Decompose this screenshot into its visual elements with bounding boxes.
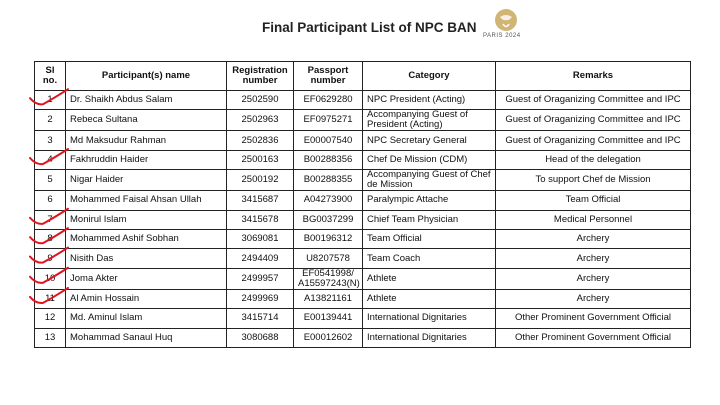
table-header-row [35, 62, 691, 91]
cell-registration-number: 2502836 [227, 131, 294, 150]
cell-remarks: To support Chef de Mission [496, 170, 691, 191]
cell-participant-name: Nigar Haider [66, 170, 227, 191]
table-row [35, 229, 691, 248]
cell-category: Team Official [363, 229, 496, 248]
header-participant-name: Participant(s) name [66, 62, 227, 91]
cell-participant-name: Md Maksudur Rahman [66, 131, 227, 150]
table-row [35, 268, 691, 289]
cell-sl-no: 1 [35, 91, 66, 110]
cell-remarks: Medical Personnel [496, 210, 691, 229]
cell-passport-number: E00007540 [294, 131, 363, 150]
cell-participant-name: Mohammed Faisal Ahsan Ullah [66, 191, 227, 210]
table-row [35, 191, 691, 210]
cell-passport-number: B00288355 [294, 170, 363, 191]
table-row [35, 289, 691, 308]
cell-remarks: Head of the delegation [496, 150, 691, 169]
cell-sl-no: 5 [35, 170, 66, 191]
cell-passport-number: A13821161 [294, 289, 363, 308]
cell-participant-name: Rebeca Sultana [66, 110, 227, 131]
cell-sl-no: 7 [35, 210, 66, 229]
cell-registration-number: 2500163 [227, 150, 294, 169]
cell-participant-name: Dr. Shaikh Abdus Salam [66, 91, 227, 110]
cell-remarks: Team Official [496, 191, 691, 210]
cell-passport-number: B00288356 [294, 150, 363, 169]
cell-remarks: Archery [496, 268, 691, 289]
cell-category: Team Coach [363, 249, 496, 268]
cell-category: Chef De Mission (CDM) [363, 150, 496, 169]
cell-passport-number: EF0541998/ A15597243(N) [294, 268, 363, 289]
cell-sl-no: 6 [35, 191, 66, 210]
cell-remarks: Archery [496, 249, 691, 268]
header-sl-no: Sl no. [35, 62, 66, 91]
header-category: Category [363, 62, 496, 91]
cell-category: Chief Team Physician [363, 210, 496, 229]
cell-registration-number: 2500192 [227, 170, 294, 191]
cell-category: International Dignitaries [363, 309, 496, 328]
cell-registration-number: 3415678 [227, 210, 294, 229]
cell-category: Accompanying Guest of President (Acting) [363, 110, 496, 131]
cell-passport-number: U8207578 [294, 249, 363, 268]
cell-category: Accompanying Guest of Chef de Mission [363, 170, 496, 191]
participant-table [34, 61, 691, 348]
cell-registration-number: 2502963 [227, 110, 294, 131]
cell-sl-no: 2 [35, 110, 66, 131]
cell-passport-number: EF0975271 [294, 110, 363, 131]
cell-remarks: Other Prominent Government Official [496, 309, 691, 328]
cell-sl-no: 8 [35, 229, 66, 248]
cell-registration-number: 2494409 [227, 249, 294, 268]
cell-registration-number: 3415714 [227, 309, 294, 328]
cell-category: NPC Secretary General [363, 131, 496, 150]
table-row [35, 110, 691, 131]
header-registration-number: Registration number [227, 62, 294, 91]
cell-remarks: Guest of Oraganizing Committee and IPC [496, 91, 691, 110]
cell-passport-number: BG0037299 [294, 210, 363, 229]
cell-passport-number: E00139441 [294, 309, 363, 328]
cell-registration-number: 3080688 [227, 328, 294, 347]
cell-sl-no: 12 [35, 309, 66, 328]
logo-text: PARIS 2024 [483, 33, 521, 39]
cell-participant-name: Joma Akter [66, 268, 227, 289]
table-row [35, 131, 691, 150]
cell-sl-no: 9 [35, 249, 66, 268]
cell-registration-number: 2499957 [227, 268, 294, 289]
header-passport-number: Passport number [294, 62, 363, 91]
cell-passport-number: A04273900 [294, 191, 363, 210]
cell-participant-name: Al Amin Hossain [66, 289, 227, 308]
cell-registration-number: 3069081 [227, 229, 294, 248]
cell-registration-number: 2502590 [227, 91, 294, 110]
header-remarks: Remarks [496, 62, 691, 91]
cell-category: International Dignitaries [363, 328, 496, 347]
cell-category: NPC President (Acting) [363, 91, 496, 110]
table-row [35, 150, 691, 169]
cell-sl-no: 10 [35, 268, 66, 289]
cell-participant-name: Monirul Islam [66, 210, 227, 229]
cell-remarks: Guest of Oraganizing Committee and IPC [496, 110, 691, 131]
cell-category: Athlete [363, 289, 496, 308]
cell-remarks: Archery [496, 289, 691, 308]
cell-remarks: Other Prominent Government Official [496, 328, 691, 347]
cell-participant-name: Md. Aminul Islam [66, 309, 227, 328]
cell-sl-no: 13 [35, 328, 66, 347]
paris-2024-logo-icon [478, 7, 534, 47]
cell-registration-number: 2499969 [227, 289, 294, 308]
table-row [35, 249, 691, 268]
cell-participant-name: Fakhruddin Haider [66, 150, 227, 169]
cell-sl-no: 11 [35, 289, 66, 308]
cell-sl-no: 4 [35, 150, 66, 169]
cell-passport-number: E00012602 [294, 328, 363, 347]
cell-participant-name: Mohammad Sanaul Huq [66, 328, 227, 347]
table-row [35, 170, 691, 191]
cell-passport-number: B00196312 [294, 229, 363, 248]
cell-sl-no: 3 [35, 131, 66, 150]
cell-remarks: Guest of Oraganizing Committee and IPC [496, 131, 691, 150]
cell-participant-name: Nisith Das [66, 249, 227, 268]
table-body [35, 91, 691, 348]
cell-passport-number: EF0629280 [294, 91, 363, 110]
table-row [35, 210, 691, 229]
table-row [35, 328, 691, 347]
document-title: Final Participant List of NPC BAN [262, 20, 477, 35]
cell-category: Paralympic Attache [363, 191, 496, 210]
table-row [35, 309, 691, 328]
cell-remarks: Archery [496, 229, 691, 248]
table-row [35, 91, 691, 110]
cell-participant-name: Mohammed Ashif Sobhan [66, 229, 227, 248]
cell-category: Athlete [363, 268, 496, 289]
cell-registration-number: 3415687 [227, 191, 294, 210]
